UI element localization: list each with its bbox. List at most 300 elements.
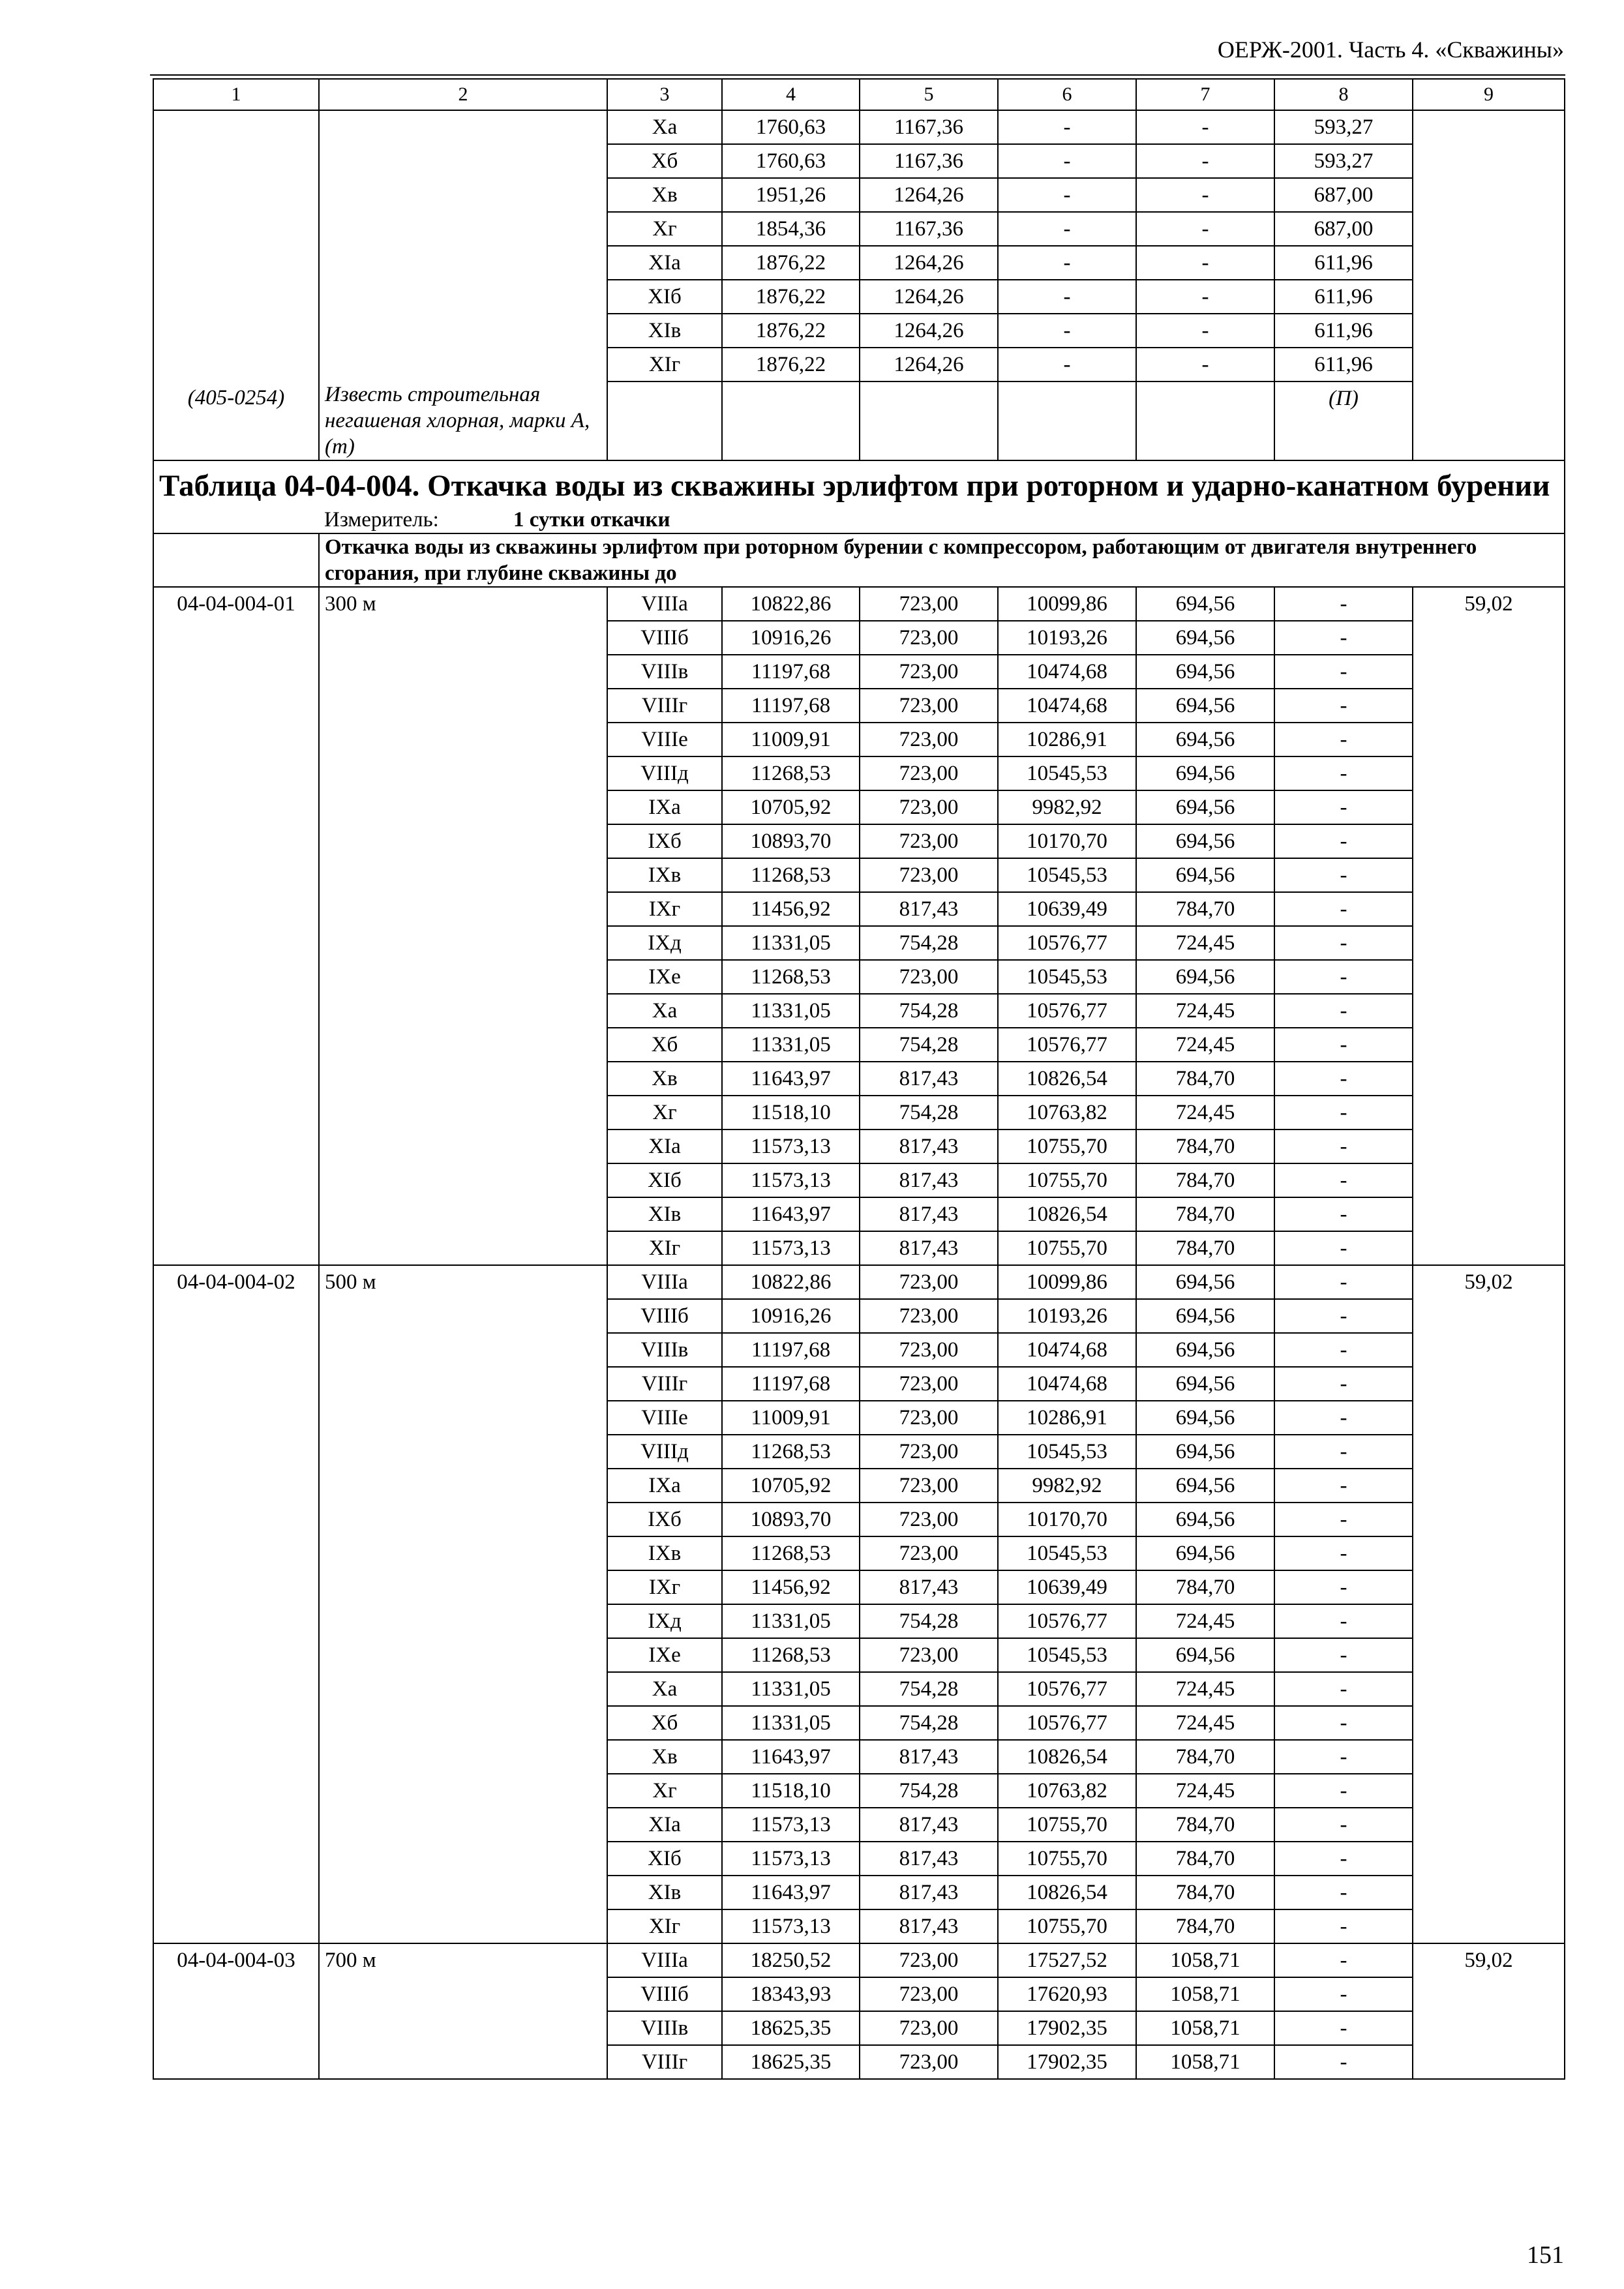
category-cell: VIIIб [607, 1299, 722, 1333]
materials-cost-cell: - [1274, 1062, 1413, 1096]
operator-wage-cell: 784,70 [1136, 1909, 1274, 1943]
measure-value: 1 сутки откачки [513, 508, 670, 531]
machine-cost-cell: 10755,70 [998, 1130, 1136, 1163]
category-cell: XIв [607, 1876, 722, 1909]
total-cost-cell: 1876,22 [722, 348, 860, 382]
operator-wage-cell: 784,70 [1136, 1808, 1274, 1842]
labor-cost-cell: 723,00 [860, 960, 998, 994]
table-row [153, 110, 1565, 144]
total-cost-cell: 11197,68 [722, 1367, 860, 1401]
column-number: 6 [998, 79, 1136, 110]
category-cell: Xа [607, 110, 722, 144]
labor-cost-cell: 1167,36 [860, 212, 998, 246]
machine-cost-cell: 10576,77 [998, 926, 1136, 960]
category-cell: Xб [607, 144, 722, 178]
total-cost-cell: 11197,68 [722, 655, 860, 689]
category-cell: IXа [607, 790, 722, 824]
category-cell: VIIIв [607, 2011, 722, 2045]
machine-cost-cell: - [998, 110, 1136, 144]
total-cost-cell: 11331,05 [722, 994, 860, 1028]
labor-cost-cell: 817,43 [860, 1570, 998, 1604]
operator-wage-cell: 784,70 [1136, 1876, 1274, 1909]
category-cell: VIIIд [607, 1435, 722, 1469]
materials-cost-cell: 611,96 [1274, 246, 1413, 280]
category-cell: Xв [607, 178, 722, 212]
operator-wage-cell: 694,56 [1136, 587, 1274, 621]
materials-cost-cell: - [1274, 1740, 1413, 1774]
category-cell: XIг [607, 348, 722, 382]
page-number: 151 [1527, 2241, 1564, 2269]
category-cell: Xа [607, 994, 722, 1028]
total-cost-cell: 11009,91 [722, 1401, 860, 1435]
operator-wage-cell: 694,56 [1136, 1265, 1274, 1299]
labor-hours-cell [1413, 110, 1565, 382]
total-cost-cell: 11331,05 [722, 1706, 860, 1740]
column-number: 5 [860, 79, 998, 110]
operator-wage-cell: 694,56 [1136, 790, 1274, 824]
total-cost-cell: 11518,10 [722, 1774, 860, 1808]
materials-cost-cell: - [1274, 1265, 1413, 1299]
labor-cost-cell: 754,28 [860, 1604, 998, 1638]
labor-cost-cell: 817,43 [860, 1231, 998, 1265]
total-cost-cell: 11268,53 [722, 858, 860, 892]
total-cost-cell: 10705,92 [722, 790, 860, 824]
empty-cell [998, 382, 1136, 460]
labor-cost-cell: 754,28 [860, 1096, 998, 1130]
machine-cost-cell: 10099,86 [998, 587, 1136, 621]
category-cell: Xг [607, 212, 722, 246]
category-cell: IXе [607, 960, 722, 994]
operator-wage-cell: 694,56 [1136, 723, 1274, 756]
machine-cost-cell: 10545,53 [998, 1638, 1136, 1672]
operator-wage-cell: 694,56 [1136, 1469, 1274, 1503]
category-cell: XIб [607, 1163, 722, 1197]
total-cost-cell: 11573,13 [722, 1163, 860, 1197]
machine-cost-cell: 10826,54 [998, 1197, 1136, 1231]
total-cost-cell: 10705,92 [722, 1469, 860, 1503]
total-cost-cell: 11009,91 [722, 723, 860, 756]
total-cost-cell: 1760,63 [722, 110, 860, 144]
total-cost-cell: 11643,97 [722, 1740, 860, 1774]
operator-wage-cell: 694,56 [1136, 1503, 1274, 1536]
labor-cost-cell: 1264,26 [860, 314, 998, 348]
operator-wage-cell: 724,45 [1136, 1096, 1274, 1130]
labor-hours-cell: 59,02 [1413, 1265, 1565, 1943]
operator-wage-cell: 724,45 [1136, 1604, 1274, 1638]
norm-code: 04-04-004-01 [153, 587, 319, 1265]
materials-cost-cell: - [1274, 994, 1413, 1028]
machine-cost-cell: - [998, 246, 1136, 280]
materials-cost-cell: - [1274, 1163, 1413, 1197]
materials-cost-cell: - [1274, 1808, 1413, 1842]
materials-cost-cell: 687,00 [1274, 178, 1413, 212]
machine-cost-cell: 10545,53 [998, 858, 1136, 892]
category-cell: VIIIа [607, 587, 722, 621]
table-body [153, 79, 1565, 2079]
materials-cost-cell: - [1274, 689, 1413, 723]
category-cell: Xг [607, 1774, 722, 1808]
operator-wage-cell: 1058,71 [1136, 1977, 1274, 2011]
operator-wage-cell: 724,45 [1136, 1706, 1274, 1740]
machine-cost-cell: 9982,92 [998, 1469, 1136, 1503]
column-number: 3 [607, 79, 722, 110]
materials-cost-cell: - [1274, 1570, 1413, 1604]
materials-cost-cell: - [1274, 1672, 1413, 1706]
labor-cost-cell: 1264,26 [860, 348, 998, 382]
machine-cost-cell: 10193,26 [998, 621, 1136, 655]
materials-cost-cell: - [1274, 1774, 1413, 1808]
total-cost-cell: 1876,22 [722, 280, 860, 314]
materials-cost-cell: - [1274, 926, 1413, 960]
total-cost-cell: 11197,68 [722, 689, 860, 723]
operator-wage-cell: - [1136, 110, 1274, 144]
empty-cell [722, 382, 860, 460]
category-cell: IXд [607, 926, 722, 960]
total-cost-cell: 18250,52 [722, 1943, 860, 1977]
table-row [153, 1943, 1565, 1977]
total-cost-cell: 11573,13 [722, 1842, 860, 1876]
labor-cost-cell: 723,00 [860, 2011, 998, 2045]
total-cost-cell: 11331,05 [722, 1028, 860, 1062]
total-cost-cell: 10822,86 [722, 1265, 860, 1299]
measure-label: Измеритель: [324, 508, 439, 531]
category-cell: IXг [607, 892, 722, 926]
machine-cost-cell: - [998, 178, 1136, 212]
materials-cost-cell: - [1274, 655, 1413, 689]
category-cell: XIа [607, 1808, 722, 1842]
labor-cost-cell: 817,43 [860, 1740, 998, 1774]
measure-row [153, 507, 1565, 533]
category-cell: VIIIг [607, 2045, 722, 2079]
operator-wage-cell: 724,45 [1136, 1774, 1274, 1808]
materials-cost-cell: - [1274, 824, 1413, 858]
depth-cell: 300 м [319, 587, 607, 1265]
labor-cost-cell: 723,00 [860, 756, 998, 790]
materials-cost-cell: - [1274, 1842, 1413, 1876]
machine-cost-cell: 10576,77 [998, 1604, 1136, 1638]
labor-cost-cell: 723,00 [860, 1638, 998, 1672]
machine-cost-cell: 17902,35 [998, 2011, 1136, 2045]
column-number: 8 [1274, 79, 1413, 110]
column-number-row [153, 79, 1565, 110]
total-cost-cell: 1854,36 [722, 212, 860, 246]
category-cell: VIIIб [607, 621, 722, 655]
machine-cost-cell: 10545,53 [998, 1536, 1136, 1570]
total-cost-cell: 10916,26 [722, 621, 860, 655]
labor-cost-cell: 723,00 [860, 1536, 998, 1570]
category-cell: VIIIг [607, 1367, 722, 1401]
category-cell: IXг [607, 1570, 722, 1604]
depth-cell: 700 м [319, 1943, 607, 2079]
materials-cost-cell: - [1274, 892, 1413, 926]
category-cell: IXв [607, 1536, 722, 1570]
empty-cell [860, 382, 998, 460]
operator-wage-cell: 724,45 [1136, 1028, 1274, 1062]
materials-cost-cell: - [1274, 1943, 1413, 1977]
materials-cost-cell: - [1274, 1536, 1413, 1570]
total-cost-cell: 11573,13 [722, 1130, 860, 1163]
labor-cost-cell: 723,00 [860, 1299, 998, 1333]
materials-cost-cell: - [1274, 1435, 1413, 1469]
total-cost-cell: 10822,86 [722, 587, 860, 621]
empty-cell [607, 382, 722, 460]
operator-wage-cell: - [1136, 246, 1274, 280]
subtitle-row [153, 533, 1565, 587]
operator-wage-cell: 694,56 [1136, 1367, 1274, 1401]
total-cost-cell: 11643,97 [722, 1876, 860, 1909]
operator-wage-cell: 694,56 [1136, 756, 1274, 790]
labor-cost-cell: 723,00 [860, 1401, 998, 1435]
measure-blank [153, 507, 319, 533]
operator-wage-cell: - [1136, 314, 1274, 348]
table-row [153, 587, 1565, 621]
materials-cost-cell: - [1274, 723, 1413, 756]
machine-cost-cell: - [998, 212, 1136, 246]
materials-cost-cell: - [1274, 1503, 1413, 1536]
category-cell: IXб [607, 824, 722, 858]
prev-code-cell [153, 110, 319, 382]
category-cell: XIг [607, 1909, 722, 1943]
materials-cost-cell: - [1274, 1909, 1413, 1943]
machine-cost-cell: 9982,92 [998, 790, 1136, 824]
total-cost-cell: 11197,68 [722, 1333, 860, 1367]
total-cost-cell: 10893,70 [722, 824, 860, 858]
machine-cost-cell: 10755,70 [998, 1163, 1136, 1197]
labor-cost-cell: 723,00 [860, 2045, 998, 2079]
table-title: Таблица 04-04-004. Откачка воды из скважины эрлифтом при роторном и ударно-канатном бурении [153, 460, 1565, 507]
operator-wage-cell: 694,56 [1136, 1435, 1274, 1469]
operator-wage-cell: 694,56 [1136, 1401, 1274, 1435]
labor-cost-cell: 723,00 [860, 1265, 998, 1299]
operator-wage-cell: 784,70 [1136, 1163, 1274, 1197]
total-cost-cell: 11456,92 [722, 1570, 860, 1604]
category-cell: VIIIа [607, 1265, 722, 1299]
total-cost-cell: 18625,35 [722, 2045, 860, 2079]
materials-cost-cell: - [1274, 1638, 1413, 1672]
operator-wage-cell: 784,70 [1136, 1197, 1274, 1231]
materials-cost-cell: - [1274, 1096, 1413, 1130]
machine-cost-cell: 10639,49 [998, 1570, 1136, 1604]
category-cell: XIв [607, 314, 722, 348]
category-cell: Xб [607, 1028, 722, 1062]
total-cost-cell: 18625,35 [722, 2011, 860, 2045]
machine-cost-cell: 10474,68 [998, 1367, 1136, 1401]
materials-cost-cell: - [1274, 858, 1413, 892]
materials-cost-cell: - [1274, 1231, 1413, 1265]
machine-cost-cell: 10576,77 [998, 1706, 1136, 1740]
machine-cost-cell: 10763,82 [998, 1774, 1136, 1808]
materials-cost-cell: - [1274, 1977, 1413, 2011]
category-cell: IXв [607, 858, 722, 892]
category-cell: VIIIе [607, 723, 722, 756]
subtitle-blank [153, 533, 319, 587]
machine-cost-cell: 10099,86 [998, 1265, 1136, 1299]
materials-cost-cell: - [1274, 1469, 1413, 1503]
category-cell: IXа [607, 1469, 722, 1503]
material-row [153, 382, 1565, 460]
category-cell: Xв [607, 1740, 722, 1774]
materials-cost-cell: - [1274, 1367, 1413, 1401]
machine-cost-cell: - [998, 314, 1136, 348]
prev-name-cell [319, 110, 607, 382]
labor-hours-cell: 59,02 [1413, 1943, 1565, 2079]
operator-wage-cell: 784,70 [1136, 1231, 1274, 1265]
labor-cost-cell: 723,00 [860, 1943, 998, 1977]
category-cell: XIа [607, 1130, 722, 1163]
materials-cost-cell: 687,00 [1274, 212, 1413, 246]
labor-cost-cell: 723,00 [860, 689, 998, 723]
labor-cost-cell: 723,00 [860, 858, 998, 892]
empty-cell [1136, 382, 1274, 460]
materials-cost-cell: - [1274, 1028, 1413, 1062]
norm-code: 04-04-004-03 [153, 1943, 319, 2079]
total-cost-cell: 1951,26 [722, 178, 860, 212]
total-cost-cell: 11456,92 [722, 892, 860, 926]
total-cost-cell: 11268,53 [722, 1638, 860, 1672]
labor-cost-cell: 723,00 [860, 621, 998, 655]
category-cell: IXб [607, 1503, 722, 1536]
labor-cost-cell: 723,00 [860, 1333, 998, 1367]
machine-cost-cell: 10755,70 [998, 1909, 1136, 1943]
material-code: (405-0254) [153, 382, 319, 460]
operator-wage-cell: 724,45 [1136, 926, 1274, 960]
labor-hours-cell: 59,02 [1413, 587, 1565, 1265]
labor-cost-cell: 817,43 [860, 892, 998, 926]
operator-wage-cell: 694,56 [1136, 1638, 1274, 1672]
category-cell: XIг [607, 1231, 722, 1265]
labor-cost-cell: 817,43 [860, 1163, 998, 1197]
materials-cost-cell: - [1274, 1333, 1413, 1367]
column-number: 1 [153, 79, 319, 110]
labor-cost-cell: 723,00 [860, 587, 998, 621]
materials-cost-cell: - [1274, 1197, 1413, 1231]
labor-cost-cell: 754,28 [860, 926, 998, 960]
category-cell: IXд [607, 1604, 722, 1638]
labor-cost-cell: 817,43 [860, 1876, 998, 1909]
category-cell: VIIIа [607, 1943, 722, 1977]
column-number: 4 [722, 79, 860, 110]
labor-cost-cell: 817,43 [860, 1197, 998, 1231]
category-cell: IXе [607, 1638, 722, 1672]
labor-cost-cell: 817,43 [860, 1842, 998, 1876]
total-cost-cell: 18343,93 [722, 1977, 860, 2011]
category-cell: VIIIг [607, 689, 722, 723]
total-cost-cell: 1876,22 [722, 246, 860, 280]
operator-wage-cell: 1058,71 [1136, 2045, 1274, 2079]
operator-wage-cell: 1058,71 [1136, 2011, 1274, 2045]
materials-cost-cell: - [1274, 1876, 1413, 1909]
machine-cost-cell: 10170,70 [998, 824, 1136, 858]
category-cell: Xг [607, 1096, 722, 1130]
total-cost-cell: 11518,10 [722, 1096, 860, 1130]
operator-wage-cell: 694,56 [1136, 621, 1274, 655]
table-row [153, 1265, 1565, 1299]
operator-wage-cell: 784,70 [1136, 1570, 1274, 1604]
header-rule [150, 74, 1565, 76]
labor-cost-cell: 817,43 [860, 1808, 998, 1842]
labor-cost-cell: 723,00 [860, 1503, 998, 1536]
total-cost-cell: 11268,53 [722, 1435, 860, 1469]
machine-cost-cell: 10755,70 [998, 1842, 1136, 1876]
category-cell: VIIIб [607, 1977, 722, 2011]
column-number: 7 [1136, 79, 1274, 110]
depth-cell: 500 м [319, 1265, 607, 1943]
page-header-title: ОЕРЖ-2001. Часть 4. «Скважины» [1217, 37, 1564, 63]
materials-cost-cell: - [1274, 960, 1413, 994]
operator-wage-cell: 1058,71 [1136, 1943, 1274, 1977]
labor-cost-cell: 1264,26 [860, 280, 998, 314]
category-cell: XIв [607, 1197, 722, 1231]
total-cost-cell: 11331,05 [722, 926, 860, 960]
materials-cost-cell: - [1274, 790, 1413, 824]
category-cell: Xа [607, 1672, 722, 1706]
operator-wage-cell: 694,56 [1136, 960, 1274, 994]
labor-cost-cell: 1167,36 [860, 144, 998, 178]
total-cost-cell: 11268,53 [722, 1536, 860, 1570]
machine-cost-cell: 10286,91 [998, 1401, 1136, 1435]
labor-cost-cell: 723,00 [860, 1977, 998, 2011]
labor-cost-cell: 817,43 [860, 1909, 998, 1943]
machine-cost-cell: 10286,91 [998, 723, 1136, 756]
category-cell: Xб [607, 1706, 722, 1740]
materials-cost-cell: - [1274, 1401, 1413, 1435]
total-cost-cell: 11268,53 [722, 756, 860, 790]
machine-cost-cell: 10576,77 [998, 994, 1136, 1028]
operator-wage-cell: 784,70 [1136, 892, 1274, 926]
material-name: Известь строительная негашеная хлорная, марки А, (т) [319, 382, 607, 460]
machine-cost-cell: 10170,70 [998, 1503, 1136, 1536]
machine-cost-cell: 10193,26 [998, 1299, 1136, 1333]
labor-cost-cell: 1264,26 [860, 178, 998, 212]
materials-cost-cell: - [1274, 587, 1413, 621]
operator-wage-cell: 694,56 [1136, 1299, 1274, 1333]
machine-cost-cell: 10639,49 [998, 892, 1136, 926]
labor-cost-cell: 817,43 [860, 1062, 998, 1096]
total-cost-cell: 11268,53 [722, 960, 860, 994]
category-cell: VIIIд [607, 756, 722, 790]
machine-cost-cell: 10474,68 [998, 1333, 1136, 1367]
total-cost-cell: 11643,97 [722, 1197, 860, 1231]
labor-cost-cell: 723,00 [860, 1435, 998, 1469]
norm-code: 04-04-004-02 [153, 1265, 319, 1943]
category-cell: VIIIв [607, 655, 722, 689]
total-cost-cell: 10893,70 [722, 1503, 860, 1536]
operator-wage-cell: 784,70 [1136, 1130, 1274, 1163]
total-cost-cell: 11331,05 [722, 1672, 860, 1706]
machine-cost-cell: 10474,68 [998, 655, 1136, 689]
operator-wage-cell: 784,70 [1136, 1842, 1274, 1876]
labor-cost-cell: 1264,26 [860, 246, 998, 280]
category-cell: XIа [607, 246, 722, 280]
operator-wage-cell: 694,56 [1136, 655, 1274, 689]
operator-wage-cell: 694,56 [1136, 858, 1274, 892]
measure-cell [319, 507, 1565, 533]
materials-cost-cell: - [1274, 756, 1413, 790]
materials-cost-cell: - [1274, 1604, 1413, 1638]
category-cell: VIIIв [607, 1333, 722, 1367]
operator-wage-cell: 724,45 [1136, 1672, 1274, 1706]
category-cell: Xв [607, 1062, 722, 1096]
labor-cost-cell: 754,28 [860, 1774, 998, 1808]
operator-wage-cell: 694,56 [1136, 1536, 1274, 1570]
materials-cost-cell: - [1274, 1706, 1413, 1740]
labor-cost-cell: 754,28 [860, 994, 998, 1028]
total-cost-cell: 1760,63 [722, 144, 860, 178]
operator-wage-cell: - [1136, 348, 1274, 382]
machine-cost-cell: 10826,54 [998, 1876, 1136, 1909]
operator-wage-cell: 784,70 [1136, 1062, 1274, 1096]
machine-cost-cell: 10755,70 [998, 1808, 1136, 1842]
